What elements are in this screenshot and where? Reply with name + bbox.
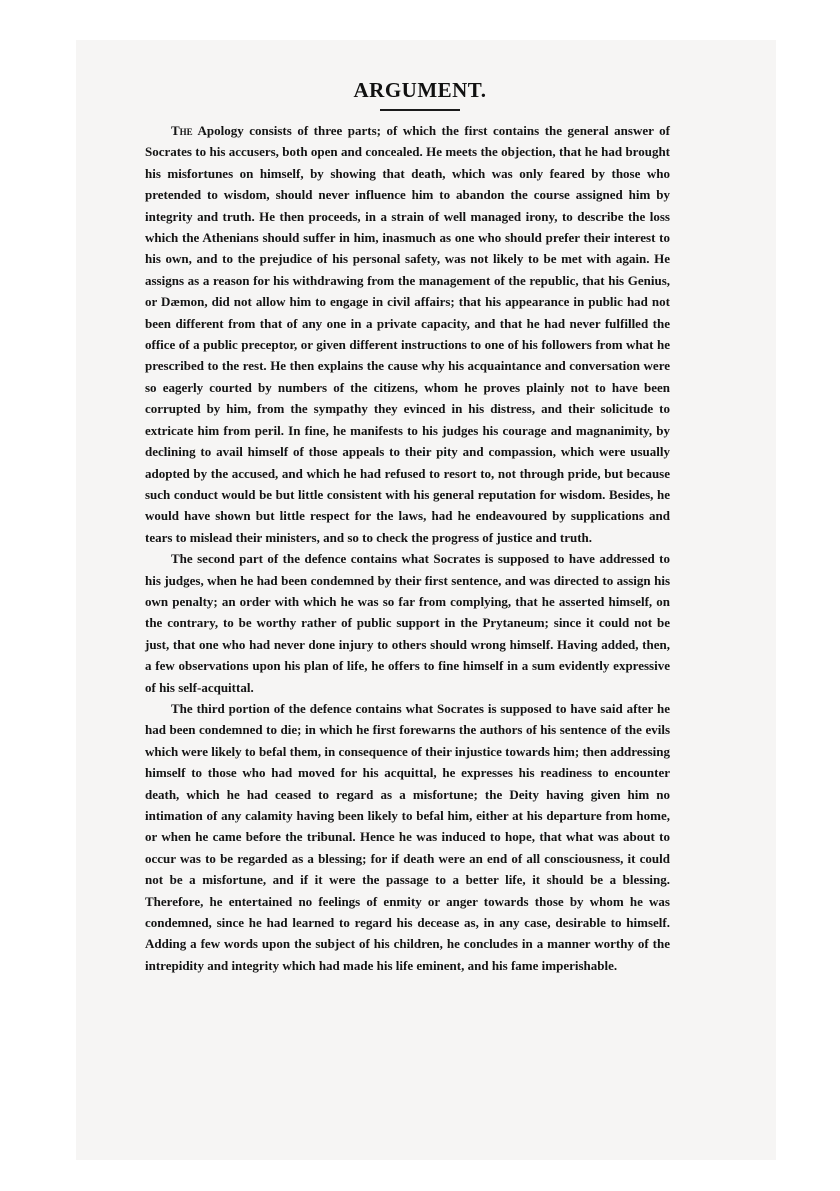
page-title: ARGUMENT. [353, 78, 487, 102]
paragraph-second-part [145, 548, 670, 698]
paragraph-parts-overview [145, 120, 670, 548]
paragraph-third-part [145, 698, 670, 976]
paragraph-text: Apology consists of three parts; of which the first contains the general answer of Socrates to his accusers, both open and concealed. He meets the objection, that he had brought his misfortunes on himself, by showing that death, which was only feared by those who pretended to wisdom, should never influence him to abandon the course assigned him by integrity and truth. He then proceeds, in a strain of well managed irony, to describe the loss which the Athenians should suffer in him, inasmuch as one who should prefer their interest to his own, and to the prejudice of his personal safety, was not likely to be met with again. He assigns as a reason for his withdrawing from the management of the republic, that his Genius, or Dæmon, did not allow him to engage in civil affairs; that his appearance in public had not been different from that of any one in a private capacity, and that he had never fulfilled the office of a public preceptor, or given different instructions to one of his followers from what he prescribed to the rest. He then explains the cause why his acquaintance and conversation were so eagerly courted by numbers of the citizens, whom he proves plainly not to have been corrupted by him, from the sympathy they evinced in his distress, and their solicitude to extricate him from peril. In fine, he manifests to his judges his courage and magnanimity, by declining to avail himself of those appeals to their pity and compassion, which were usually adopted by the accused, and which he had refused to resort to, not through pride, but because such conduct would be but little consistent with his general reputation for wisdom. Besides, he would have shown but little respect for the laws, had he endeavoured by supplications and tears to mislead their ministers, and so to check the progress of justice and truth. [145, 123, 670, 545]
paragraph-text: The second part of the defence contains what Socrates is supposed to have addressed to his judges, when he had been condemned by their first sentence, and was directed to assign his own penalty; an order with which he was so far from complying, that he asserted himself, on the contrary, to be worthy rather of public support in the Prytaneum; since it could not be just, that one who had never done injury to others should wrong himself. Having added, then, a few observations upon his plan of life, he offers to fine himself in a sum evidently expressive of his self-acquittal. [145, 551, 670, 695]
argument-body [145, 120, 670, 976]
title-rule [380, 109, 460, 111]
paragraph-lead-word: The [171, 123, 193, 138]
paragraph-text: The third portion of the defence contains what Socrates is supposed to have said after he had been condemned to die; in which he first forewarns the authors of his sentence of the evils which were likely to befal them, in consequence of their injustice towards him; then addressing himself to those who had moved for his acquittal, he expresses his readiness to encounter death, which he had ceased to regard as a misfortune; the Deity having given him no intimation of any calamity having been likely to befal him, either at his departure from home, or when he came before the tribunal. Hence he was induced to hope, that what was about to occur was to be regarded as a blessing; for if death were an end of all consciousness, it could not be a misfortune, and if it were the passage to a better life, it should be a blessing. Therefore, he entertained no feelings of enmity or anger towards those by whom he was condemned, since he had learned to regard his decease as, in any case, desirable to himself. Adding a few words upon the subject of his children, he concludes in a manner worthy of the intrepidity and integrity which had made his life eminent, and his fame imperishable. [145, 700, 670, 973]
